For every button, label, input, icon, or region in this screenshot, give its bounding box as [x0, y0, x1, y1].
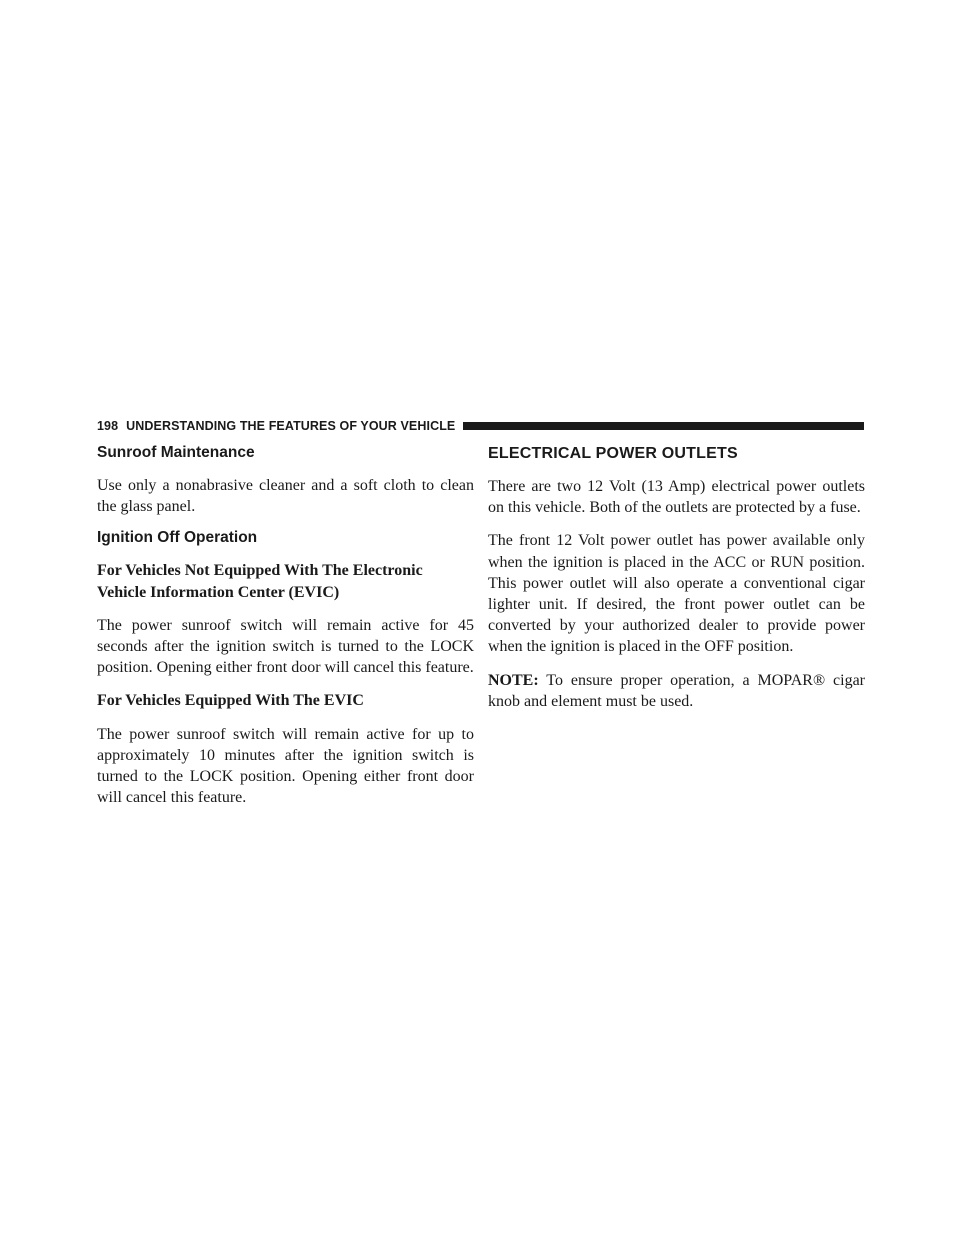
- note-label: NOTE:: [488, 671, 539, 689]
- sunroof-maintenance-heading: Sunroof Maintenance: [97, 444, 255, 461]
- sunroof-maintenance-body: Use only a nonabrasive cleaner and a soft cloth to clean the glass panel.: [97, 477, 474, 516]
- power-outlets-para2: The front 12 Volt power outlet has power available only when the ignition is placed in the ACC or RUN position. This power outlet will also operate a conventional cigar lighter unit. If desired, the front power outlet can be converted by your authorized dealer to provide power when the ignition is placed in the OFF position.: [488, 532, 865, 656]
- power-outlets-heading: ELECTRICAL POWER OUTLETS: [488, 445, 738, 462]
- equipped-body: The power sunroof switch will remain active for up to approximately 10 minutes after the ignition switch is turned to the LOCK position. Opening either front door will cancel this feature.: [97, 725, 474, 807]
- power-outlets-para1: There are two 12 Volt (13 Amp) electrical power outlets on this vehicle. Both of the outlets are protected by a fuse.: [488, 478, 865, 517]
- not-equipped-heading: For Vehicles Not Equipped With The Electronic Vehicle Information Center (EVIC): [97, 562, 423, 601]
- power-outlets-note: [488, 670, 865, 712]
- equipped-heading: For Vehicles Equipped With The EVIC: [97, 692, 364, 710]
- left-column: [97, 444, 474, 820]
- right-column: [488, 444, 865, 724]
- page-header: [97, 419, 864, 433]
- header-rule: [463, 422, 864, 430]
- page-number: 198: [97, 419, 119, 433]
- section-title: UNDERSTANDING THE FEATURES OF YOUR VEHICLE: [126, 419, 456, 433]
- not-equipped-body: The power sunroof switch will remain active for 45 seconds after the ignition switch is turned to the LOCK position. Opening either front door will cancel this feature.: [97, 616, 474, 677]
- ignition-off-heading: Ignition Off Operation: [97, 529, 258, 547]
- note-text: To ensure proper operation, a MOPAR® cigar knob and element must be used.: [488, 671, 865, 710]
